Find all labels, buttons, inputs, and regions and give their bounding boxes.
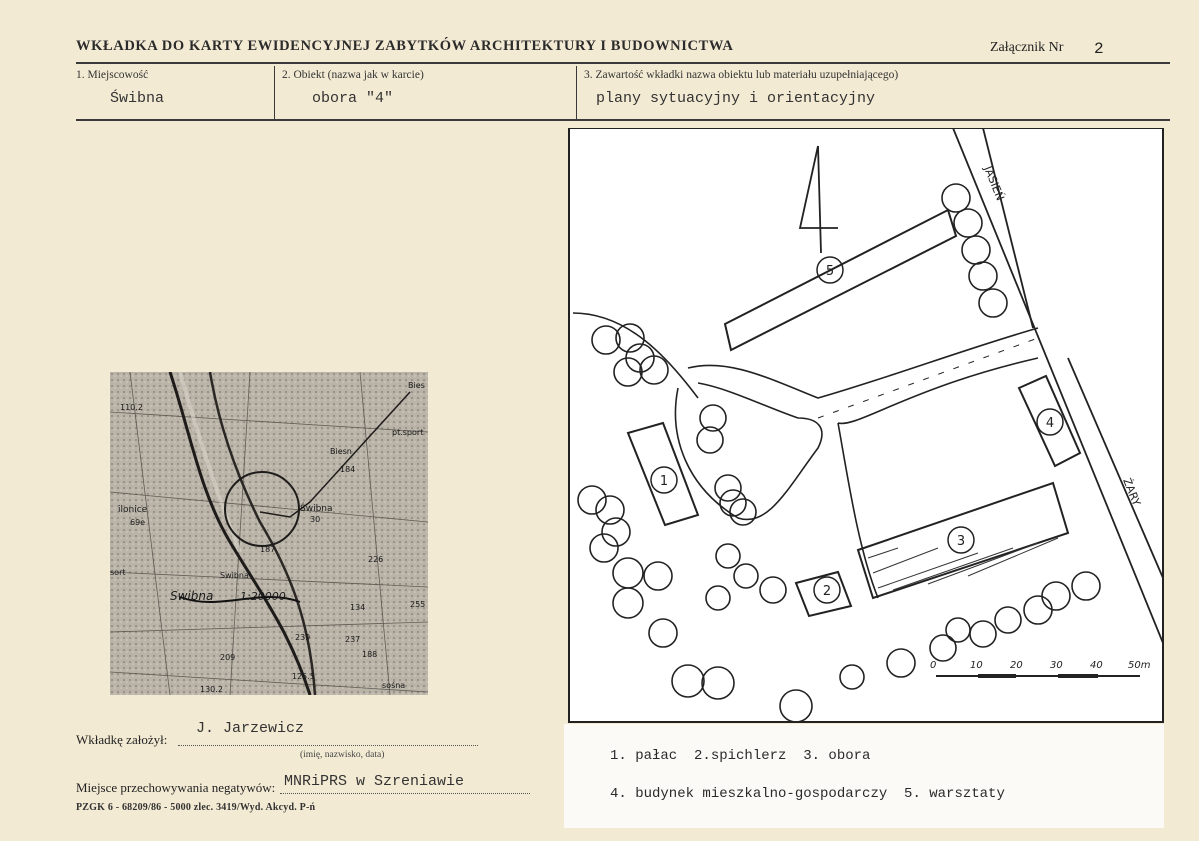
road-label-north: JASIEŃ [981,164,1007,203]
map-label: 69e [130,518,146,527]
contents-value: plany sytuacyjny i orientacyjny [596,90,876,107]
map-label: sort [110,568,126,577]
annex-number: 2 [1094,40,1104,58]
map-label: 237 [345,635,361,644]
scale-tick: 20 [1010,660,1023,671]
map-label: Świbna [300,504,333,514]
map-label: 125.5 [292,672,315,681]
building-number: 1 [659,474,669,489]
map-label: Swibna [220,571,249,580]
scale-tick: 0 [930,660,937,671]
form-title: WKŁADKA DO KARTY EWIDENCYJNEJ ZABYTKÓW ARCHITEKTURY I BUDOWNICTWA [76,38,734,54]
map-label: 130.2 [200,685,223,694]
map-label: pt.sport [392,428,424,437]
map-label: 226 [368,555,384,564]
contents-label: 3. Zawartość wkładki nazwa obiektu lub materiału uzupełniającego) [584,69,899,81]
header-rule [76,62,1170,64]
annex-label: Załącznik Nr [990,40,1064,55]
locality-label: 1. Miejscowość [76,69,149,81]
map-label: 30 [310,515,321,524]
map-label: 188 [362,650,378,659]
print-info: PZGK 6 - 68209/86 - 5000 zlec. 3419/Wyd. Akcyd. P-ń [76,802,316,813]
building-number: 4 [1045,416,1055,431]
building-number: 5 [825,264,835,279]
scale-tick: 50m [1128,660,1151,671]
negatives-label: Miejsce przechowywania negatywów: [76,780,276,795]
legend-line-1: 1. pałac 2.spichlerz 3. obora [610,748,871,764]
author-underline [178,745,478,746]
map-label: 184 [340,465,356,474]
map-label: Swibna [170,589,214,603]
map-label: 110.2 [120,403,143,412]
object-value: obora "4" [312,90,394,107]
negatives-underline [280,793,530,794]
map-label: 187 [260,545,276,554]
map-label: 134 [350,603,366,612]
legend-panel [564,724,1164,828]
scale-tick: 10 [970,660,983,671]
map-label: Biesn [330,447,352,456]
negatives-value: MNRiPRS w Szreniawie [284,773,465,790]
building-number: 2 [822,584,832,599]
site-plan [568,128,1164,728]
map-label: 255 [410,600,426,609]
locality-value: Świbna [110,90,165,107]
scale-tick: 30 [1050,660,1063,671]
scale-tick: 40 [1090,660,1103,671]
site-plan-drawing [568,128,1164,728]
road-label-south: ŻARY [1120,476,1144,508]
object-label: 2. Obiekt (nazwa jak w karcie) [282,69,424,81]
map-label: 209 [220,653,236,662]
field-divider-2 [576,66,577,120]
author-value: J. Jarzewicz [196,720,305,737]
author-caption: (imię, nazwisko, data) [300,750,385,760]
field-divider-1 [274,66,275,120]
map-label: Bies [408,381,425,390]
map-label: ilonice [118,505,148,515]
map-label: 1:20000 [240,590,286,603]
orientation-map-drawing [110,372,428,695]
legend-line-2: 4. budynek mieszkalno-gospodarczy 5. warsztaty [610,786,1005,802]
author-label: Wkładkę założył: [76,732,168,747]
fields-bottom-rule [76,119,1170,121]
orientation-map [110,372,428,695]
building-number: 3 [956,534,966,549]
map-label: sośna [382,681,406,690]
map-label: 239 [295,633,311,642]
